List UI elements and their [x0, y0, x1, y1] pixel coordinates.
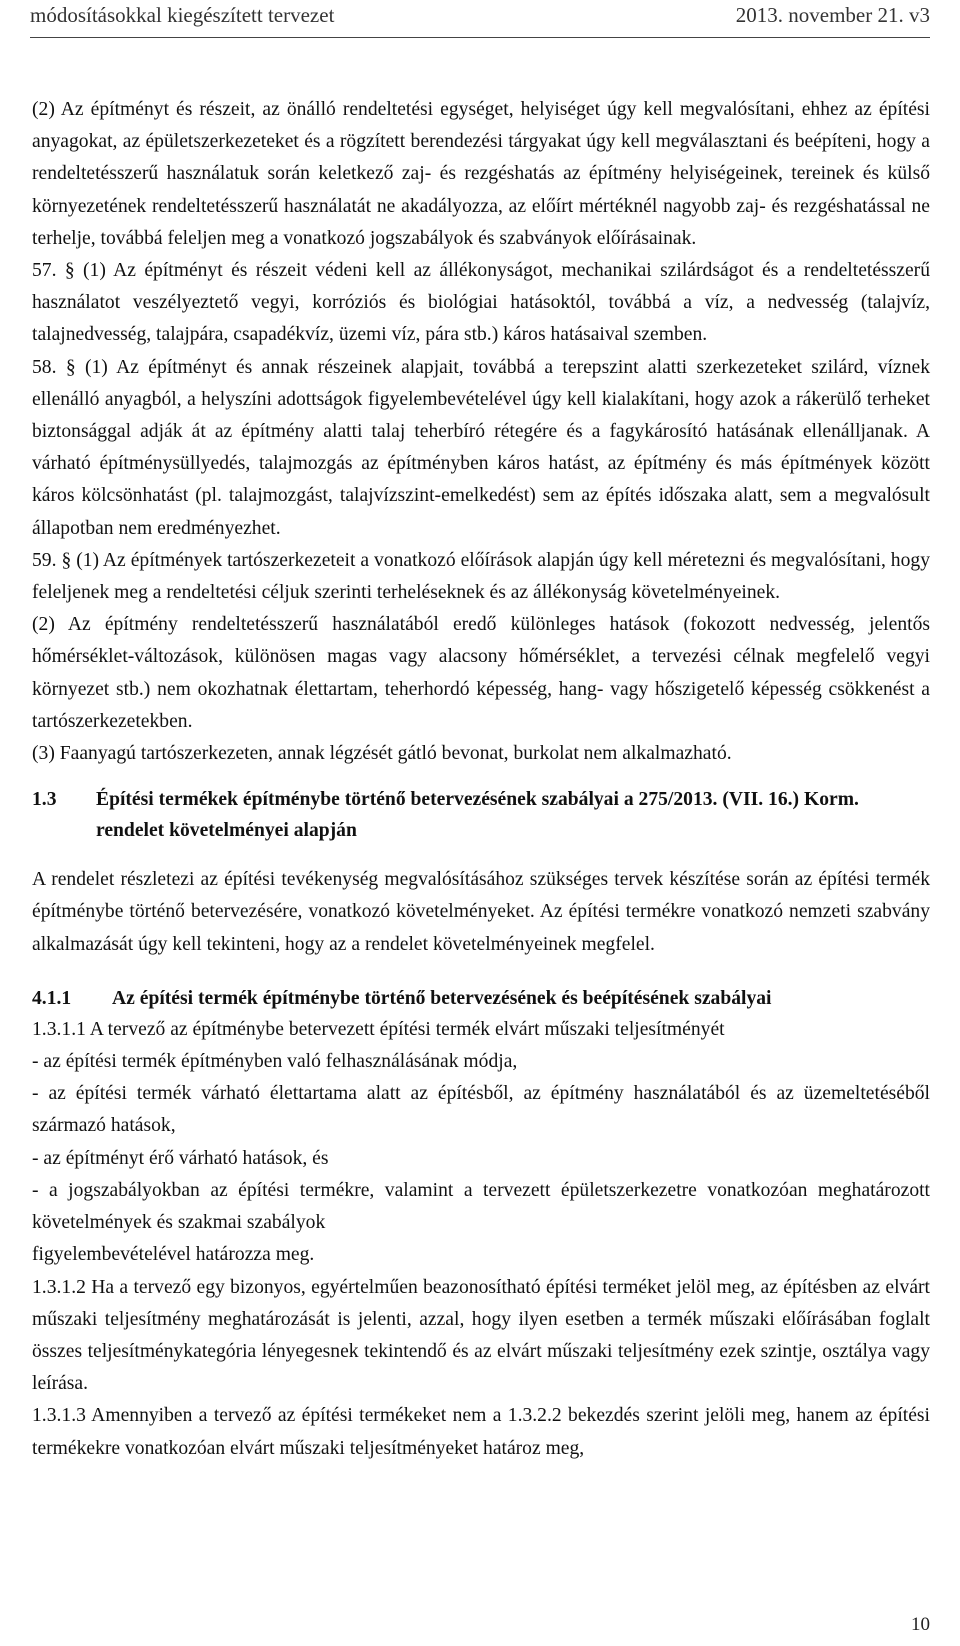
- page-header: [30, 3, 930, 38]
- paragraph-58: 58. § (1) Az építményt és annak részeinek alapjait, továbbá a terepszint alatti szerkezeteket szilárd, víznek ellenálló anyagból, a helyszíni adottságok figyelembevételével úgy kell kialakítani, hogy azok a rákerülő terheket biztonsággal adják át az építmény alatti talaj teherbíró rétegére és a fagykárosító hatásának ellenálljanak. A várható építménysüllyedés, talajmozgás az építményben káros hatást, az építmény és más építmények között káros kölcsönhatást (pl. talajmozgást, talajvízszint-emelkedést) sem az építés időszaka alatt, sem a megvalósult állapotban nem eredményezhet.: [32, 356, 930, 539]
- subsection-title: Az építési termék építménybe történő betervezésének és beépítésének szabályai: [112, 987, 772, 1009]
- section-heading-4-1-1: [32, 983, 930, 1014]
- paragraph-56-2: (2) Az építményt és részeit, az önálló rendeltetési egységet, helyiséget úgy kell megvalósítani, ehhez az építési anyagokat, az épületszerkezeteket és a rögzített berendezési tárgyakat úgy kell megválasztani és beépíteni, hogy a rendeltetésszerű használatuk során keletkező zaj- és rezgéshatás az építmény helyiségeinek, tereinek és külső környezetének rendeltetésszerű használatát ne akadályozza, az előírt mértéknél nagyobb zaj- és rezgéshatással ne terhelje, továbbá feleljen meg a vonatkozó jogszabályok és szabványok előírásainak.: [32, 99, 930, 249]
- section-heading-1-3: [32, 784, 930, 846]
- section-title: Építési termékek építménybe történő betervezésének szabályai a 275/2013. (VII. 16.) Korm. rendelet követelményei alapján: [96, 789, 859, 842]
- list-item: - a jogszabályokban az építési termékre, valamint a tervezett épületszerkezetre vonatkozóan meghatározott követelmények és szakmai szabályok: [32, 1179, 930, 1234]
- list-item: - az építményt érő várható hatások, és: [32, 1147, 329, 1169]
- paragraph-57: 57. § (1) Az építményt és részeit védeni kell az állékonyságot, mechanikai szilárdságot és a rendeltetésszerű használatot veszélyeztető vegyi, korróziós és biológiai hatásoktól, továbbá a víz, a nedvesség (talajvíz, talajnedvesség, talajpára, csapadékvíz, üzemi víz, pára stb.) káros hatásaival szemben.: [32, 260, 930, 346]
- paragraph-59-1: 59. § (1) Az építmények tartószerkezeteit a vonatkozó előírások alapján úgy kell méretezni és megvalósítani, hogy feleljenek meg a rendeltetési céljuk szerinti terheléseknek és az állékonyság követelményeinek.: [32, 549, 930, 604]
- section-number: 1.3: [32, 789, 57, 811]
- page-number: 10: [911, 1614, 930, 1635]
- rendelet-intro-paragraph: A rendelet részletezi az építési tevékenység megvalósításához szükséges tervek készítése során az építési termék építménybe történő betervezésére, vonatkozó követelményeket. Az építési termékre vonatkozó nemzeti szabvány alkalmazását úgy kell tekinteni, hogy az a rendelet követelményeinek megfelel.: [32, 869, 930, 955]
- header-document-status: módosításokkal kiegészített tervezet: [30, 3, 335, 27]
- paragraph-59-2: (2) Az építmény rendeltetésszerű használatából eredő különleges hatások (fokozott nedvesség, jelentős hőmérséklet-változások, különösen magas vagy alacsony hőmérséklet, a tervezési célnak megfelelő vegyi környezet stb.) nem okozhatnak élettartam, teherhordó képesség, hang- vagy hőszigetelő képesség csökkenést a tartószerkezetekben.: [32, 614, 930, 732]
- clause-1-3-1-2: 1.3.1.2 Ha a tervező egy bizonyos, egyértelműen beazonosítható építési terméket jelöl meg, az építésben az elvárt műszaki teljesítmény meghatározását is jelenti, azzal, hogy ilyen esetben a termék műszaki előírásában foglalt összes teljesítménykategória lényegesnek tekintendő és az elvárt műszaki teljesítmény ezek szintje, osztálya vagy leírása.: [32, 1276, 930, 1395]
- list-item: - az építési termék építményben való felhasználásának módja,: [32, 1051, 518, 1073]
- paragraph-59-3: (3) Faanyagú tartószerkezeten, annak légzését gátló bevonat, burkolat nem alkalmazható.: [32, 743, 732, 765]
- document-body: [32, 94, 930, 1465]
- header-date-version: 2013. november 21. v3: [735, 3, 930, 27]
- list-item: - az építési termék várható élettartama alatt az építésből, az építmény használatából és az üzemeltetéséből származó hatások,: [32, 1083, 930, 1137]
- clause-1-3-1-1: 1.3.1.1 A tervező az építménybe betervezett építési termék elvárt műszaki teljesítményét: [32, 1018, 725, 1040]
- clause-1-3-1-3: 1.3.1.3 Amennyiben a tervező az építési termékeket nem a 1.3.2.2 bekezdés szerint jelöli meg, hanem az építési termékekre vonatkozóan elvárt műszaki teljesítményeket határoz meg,: [32, 1405, 930, 1459]
- subsection-number: 4.1.1: [32, 987, 72, 1009]
- clause-closing-line: figyelembevételével határozza meg.: [32, 1244, 315, 1266]
